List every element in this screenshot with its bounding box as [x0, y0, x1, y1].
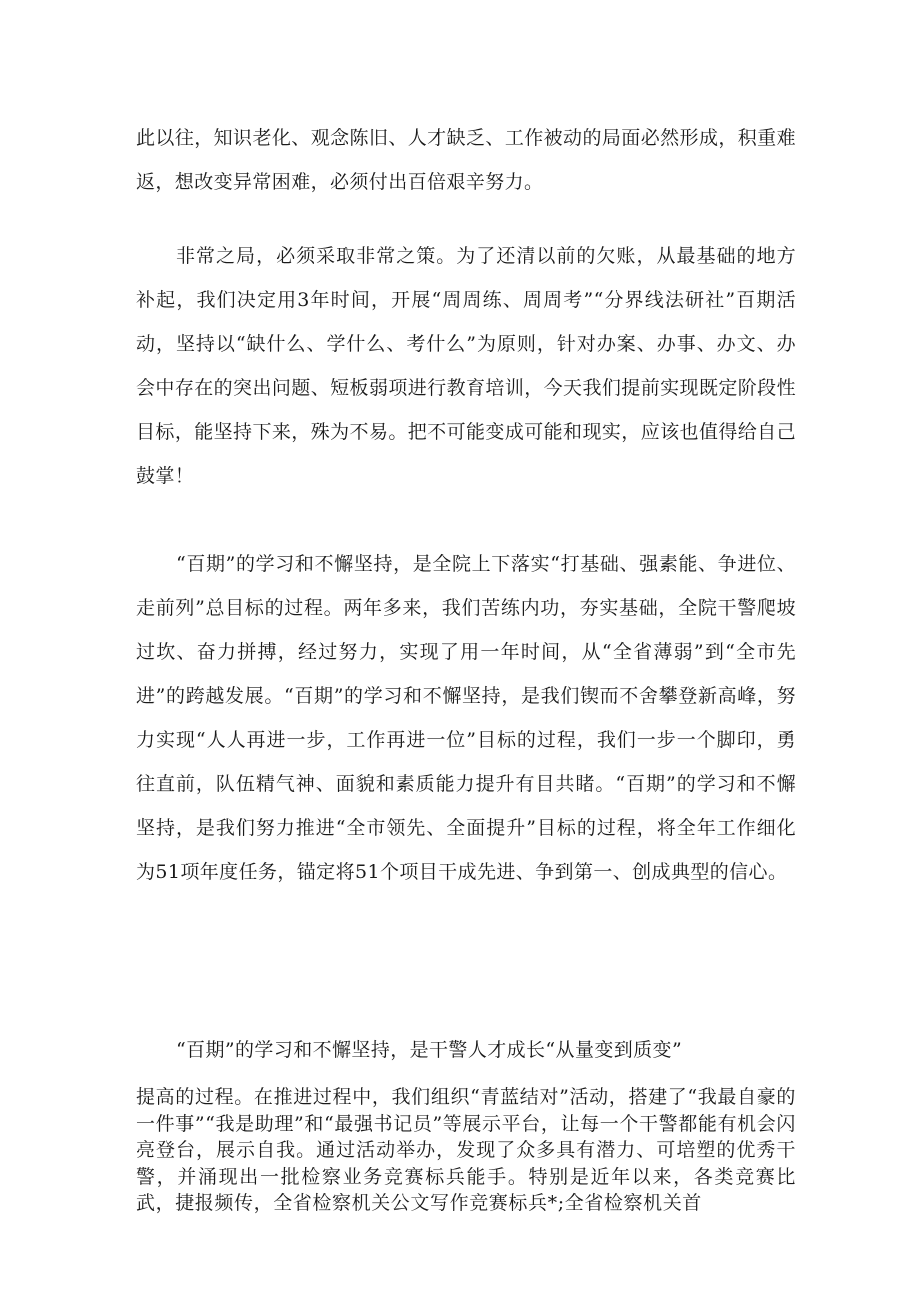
- paragraph-3: “百期”的学习和不懈坚持，是全院上下落实“打基础、强素能、争进位、走前列”总目标的过程。两年多来，我们苦练内功，夯实基础，全院干警爬坡过坎、奋力拼搏，经过努力，实现了用一年时间，从“全省薄弱”到“全市先进”的跨越发展。“百期”的学习和不懈坚持，是我们锲而不舍攀登新高峰，努力实现“人人再进一步，工作再进一位”目标的过程，我们一步一个脚印，勇往直前，队伍精气神、面貌和素质能力提升有目共睹。“百期”的学习和不懈坚持，是我们努力推进“全市领先、全面提升”目标的过程，将全年工作细化为51项年度任务，锚定将51个项目干成先进、争到第一、创成典型的信心。: [136, 553, 796, 883]
- paragraph-4-body: 提高的过程。在推进过程中，我们组织“青蓝结对”活动，搭建了“我最自豪的一件事”“我是助理”和“最强书记员”等展示平台，让每一个干警都能有机会闪亮登台，展示自我。通过活动举办，发现了众多具有潜力、可培塑的优秀干警，并涌现出一批检察业务竞赛标兵能手。特别是近年以来，各类竞赛比武，捷报频传，全省检察机关公文写作竞赛标兵*;全省检察机关首: [136, 1086, 796, 1215]
- paragraph-2: 非常之局，必须采取非常之策。为了还清以前的欠账，从最基础的地方补起，我们决定用3年时间，开展“周周练、周周考”“分界线法研社”百期活动，坚持以“缺什么、学什么、考什么”为原则，针对办案、办事、办文、办会中存在的突出问题、短板弱项进行教育培训，今天我们提前实现既定阶段性目标，能坚持下来，殊为不易。把不可能变成可能和现实，应该也值得给自己鼓掌！: [136, 245, 796, 487]
- paragraph-1: 此以往，知识老化、观念陈旧、人才缺乏、工作被动的局面必然形成，积重难返，想改变异常困难，必须付出百倍艰辛努力。: [136, 127, 796, 193]
- paragraph-4-heading: “百期”的学习和不懈坚持，是干警人才成长“从量变到质变”: [176, 1039, 683, 1061]
